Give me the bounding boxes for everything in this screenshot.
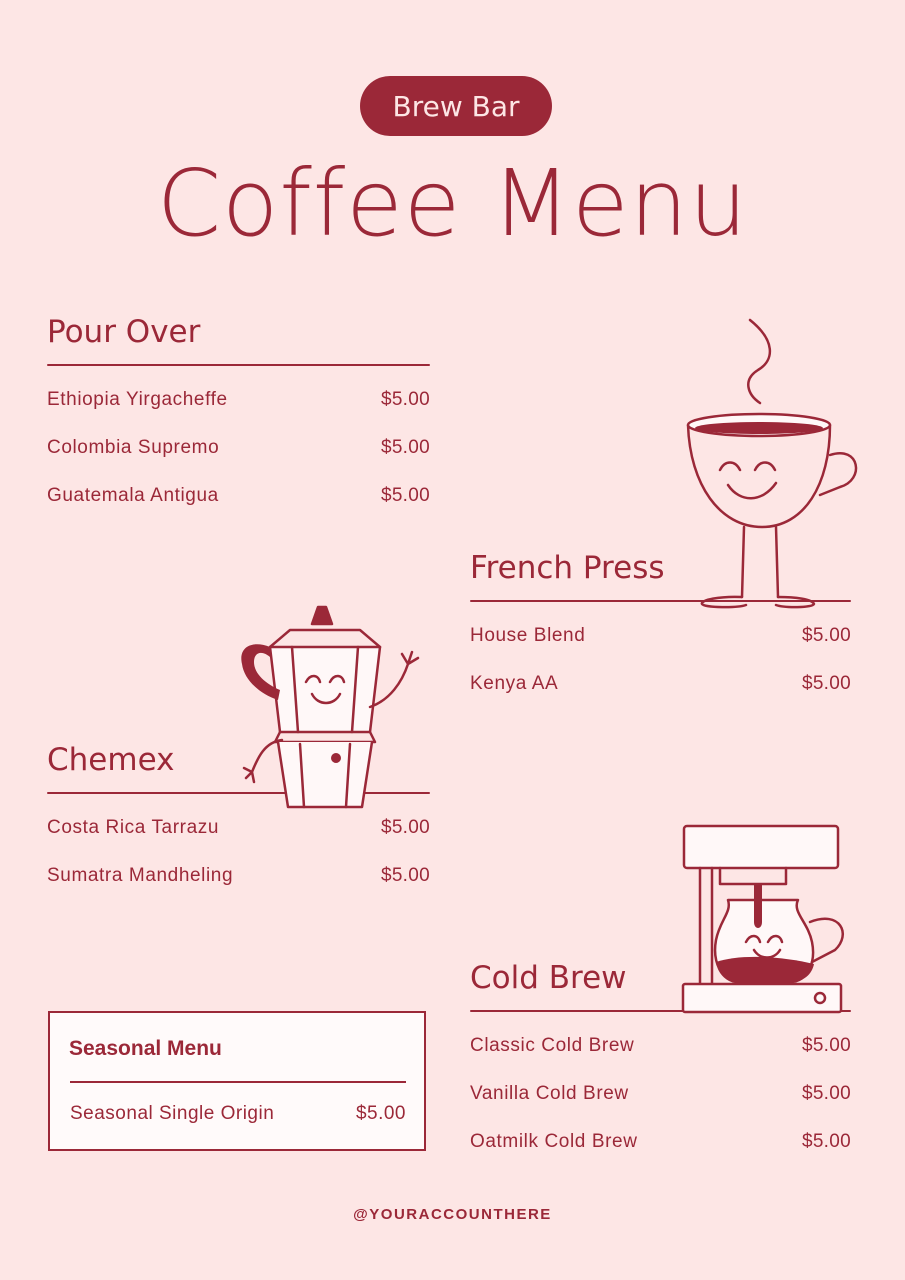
item-name: Guatemala Antigua	[47, 485, 219, 506]
item-price: $5.00	[380, 865, 430, 886]
menu-item	[70, 1103, 406, 1125]
section-title: French Press	[470, 550, 665, 586]
coffee-maker-character-icon	[680, 822, 850, 1017]
menu-item	[47, 852, 430, 900]
brand-badge	[360, 76, 552, 136]
item-name: Costa Rica Tarrazu	[47, 817, 220, 838]
section-title: Pour Over	[47, 314, 201, 350]
item-name: Vanilla Cold Brew	[470, 1083, 629, 1104]
item-name: Oatmilk Cold Brew	[470, 1131, 638, 1152]
page-title: Coffee Menu	[156, 150, 749, 257]
item-name: Ethiopia Yirgacheffe	[47, 389, 228, 410]
item-price: $5.00	[380, 485, 430, 506]
item-price: $5.00	[801, 1035, 851, 1056]
seasonal-divider	[70, 1081, 406, 1083]
section-divider	[47, 364, 430, 366]
item-name: Sumatra Mandheling	[47, 865, 234, 886]
section-pour-over	[47, 312, 430, 520]
coffee-cup-character-icon	[680, 315, 865, 615]
item-price: $5.00	[801, 1131, 851, 1152]
menu-item	[47, 472, 430, 520]
item-name: Colombia Supremo	[47, 437, 220, 458]
seasonal-title: Seasonal Menu	[69, 1037, 222, 1060]
section-title: Chemex	[47, 742, 175, 778]
menu-item	[470, 660, 851, 708]
item-name: House Blend	[470, 625, 586, 646]
brand-badge-label: Brew Bar	[392, 89, 520, 123]
section-title: Cold Brew	[470, 960, 627, 996]
item-price: $5.00	[801, 1083, 851, 1104]
item-price: $5.00	[380, 389, 430, 410]
item-name: Classic Cold Brew	[470, 1035, 635, 1056]
item-price: $5.00	[380, 817, 430, 838]
item-name: Seasonal Single Origin	[70, 1103, 275, 1124]
menu-item	[470, 612, 851, 660]
menu-item	[470, 1070, 851, 1118]
menu-item	[470, 1022, 851, 1070]
item-price: $5.00	[801, 625, 851, 646]
account-handle: @YOURACCOUNTHERE	[353, 1206, 552, 1223]
item-price: $5.00	[801, 673, 851, 694]
menu-item	[470, 1118, 851, 1166]
item-price: $5.00	[355, 1103, 406, 1124]
menu-item	[47, 424, 430, 472]
moka-pot-character-icon	[230, 602, 425, 817]
menu-item	[47, 376, 430, 424]
seasonal-menu-card	[48, 1011, 426, 1151]
item-price: $5.00	[380, 437, 430, 458]
item-name: Kenya AA	[470, 673, 559, 694]
